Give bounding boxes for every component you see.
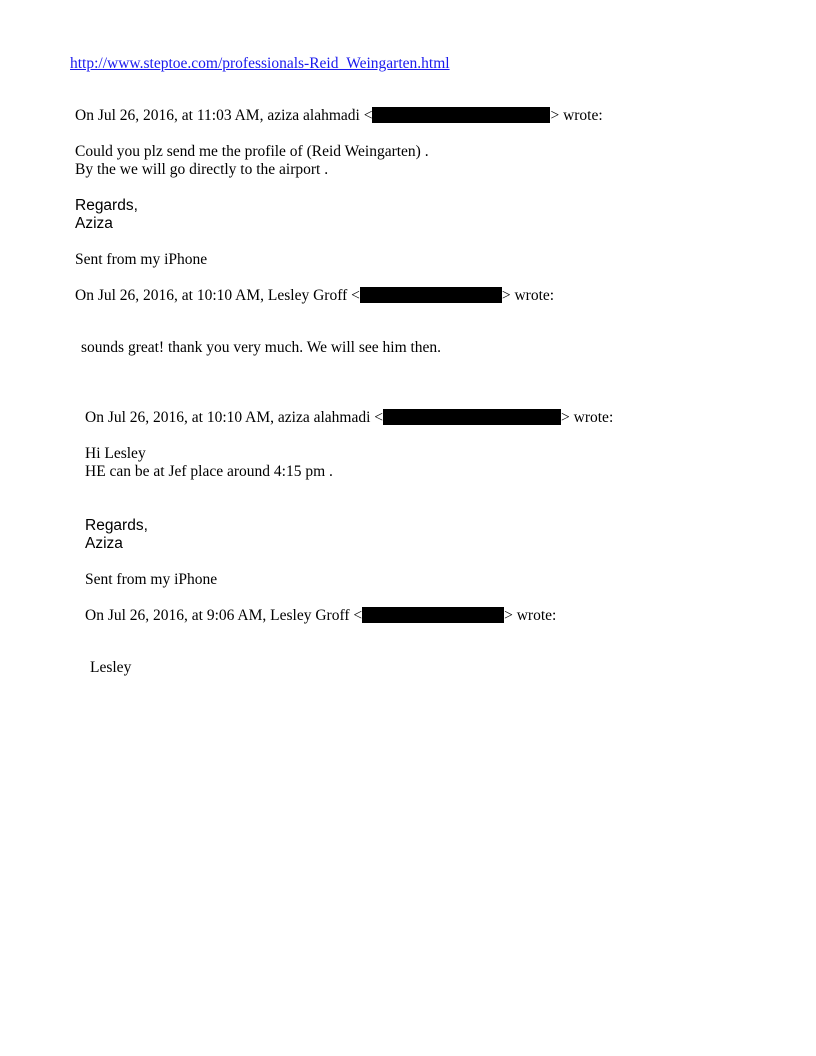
message-1-name: Aziza (75, 215, 113, 232)
message-3-signature: Sent from my iPhone (85, 571, 218, 588)
message-3-header-suffix: > wrote: (561, 409, 614, 426)
message-3-body-line-2: HE can be at Jef place around 4:15 pm . (85, 463, 333, 480)
message-1-header-prefix: On Jul 26, 2016, at 11:03 AM, aziza alahmadi < (75, 107, 373, 124)
message-1-signature: Sent from my iPhone (75, 251, 208, 268)
message-1-body-line-1: Could you plz send me the profile of (Reid Weingarten) . (75, 143, 429, 160)
link-line (70, 55, 450, 73)
profile-link[interactable]: http://www.steptoe.com/professionals-Reid_Weingarten.html (70, 55, 450, 72)
message-2-body: sounds great! thank you very much. We will see him then. (81, 339, 442, 356)
message-4-header (85, 607, 556, 625)
message-1-body-line-2: By the we will go directly to the airport . (75, 161, 329, 178)
message-4-header-suffix: > wrote: (504, 607, 557, 624)
message-2-header-suffix: > wrote: (501, 287, 555, 304)
message-3-header-prefix: On Jul 26, 2016, at 10:10 AM, aziza alahmadi < (85, 409, 384, 426)
message-3-name: Aziza (85, 535, 123, 552)
message-4-header-prefix: On Jul 26, 2016, at 9:06 AM, Lesley Groff < (85, 607, 363, 624)
message-1-header (75, 107, 603, 125)
message-3-header (85, 409, 613, 427)
message-2-header (75, 287, 554, 305)
message-1-header-suffix: > wrote: (550, 107, 603, 124)
message-1-regards: Regards, (75, 197, 138, 214)
redacted-email (360, 287, 502, 303)
redacted-email (372, 107, 550, 123)
message-3-regards: Regards, (85, 517, 148, 534)
message-3-body-line-1: Hi Lesley (85, 445, 146, 462)
redacted-email (383, 409, 561, 425)
message-2-header-prefix: On Jul 26, 2016, at 10:10 AM, Lesley Groff < (75, 287, 360, 304)
message-4-body: Lesley (90, 659, 132, 676)
redacted-email (362, 607, 504, 623)
